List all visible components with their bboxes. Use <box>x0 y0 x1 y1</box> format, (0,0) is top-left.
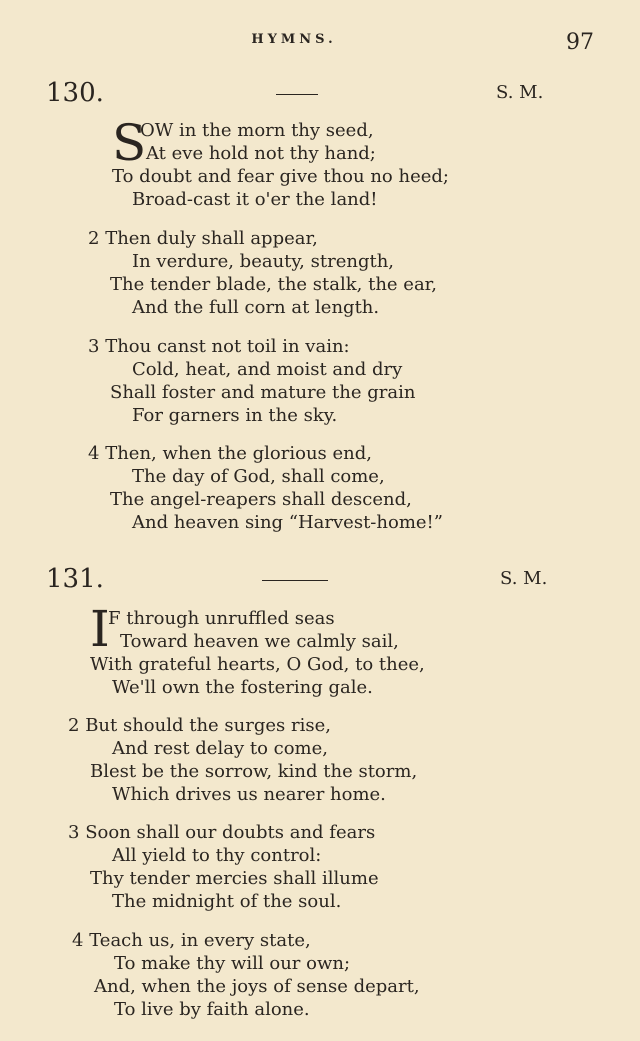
verse-line <box>68 715 331 736</box>
page-number: 97 <box>566 30 594 55</box>
verse-line: To doubt and fear give thou no heed; <box>112 166 449 187</box>
verse-text: But should the surges rise, <box>85 715 331 736</box>
verse-line: Which drives us nearer home. <box>112 784 386 805</box>
verse-line: Shall foster and mature the grain <box>110 382 416 403</box>
verse-line: And the full corn at length. <box>132 297 380 318</box>
verse-line <box>88 336 350 357</box>
verse-line: To live by faith alone. <box>114 999 310 1020</box>
stanza-number: 4 <box>88 443 100 464</box>
verse-line: F through unruffled seas <box>108 608 335 629</box>
meter-label: S. M. <box>496 82 544 103</box>
verse-line: We'll own the fostering gale. <box>112 677 373 698</box>
verse-line: And rest delay to come, <box>112 738 328 759</box>
stanza-number: 2 <box>88 228 100 249</box>
verse-line: Toward heaven we calmly sail, <box>120 631 399 652</box>
drop-cap: I <box>90 600 110 658</box>
verse-line: The midnight of the soul. <box>112 891 342 912</box>
verse-line <box>68 822 375 843</box>
verse-line: OW in the morn thy seed, <box>140 120 374 141</box>
hymn-number: 131. <box>46 564 104 594</box>
verse-line: At eve hold not thy hand; <box>146 143 376 164</box>
meter-label: S. M. <box>500 568 548 589</box>
drop-cap: S <box>112 114 147 172</box>
verse-line: Thy tender mercies shall illume <box>90 868 379 889</box>
verse-line: All yield to thy control: <box>112 845 322 866</box>
verse-line: And, when the joys of sense depart, <box>94 976 420 997</box>
verse-line <box>88 228 318 249</box>
title-rule <box>262 580 328 581</box>
running-head: HYMNS. <box>251 32 337 47</box>
verse-line: Broad-cast it o'er the land! <box>132 189 378 210</box>
verse-line: Blest be the sorrow, kind the storm, <box>90 761 418 782</box>
verse-line: And heaven sing “Harvest-home!” <box>132 512 443 533</box>
hymn-number: 130. <box>46 78 104 108</box>
stanza-number: 4 <box>72 930 84 951</box>
stanza-number: 2 <box>68 715 80 736</box>
verse-line: To make thy will our own; <box>114 953 351 974</box>
stanza-number: 3 <box>88 336 100 357</box>
verse-text: Then, when the glorious end, <box>105 443 372 464</box>
verse-line: Cold, heat, and moist and dry <box>132 359 403 380</box>
verse-line <box>72 930 311 951</box>
verse-line <box>88 443 372 464</box>
verse-line: The angel-reapers shall descend, <box>110 489 412 510</box>
verse-line: For garners in the sky. <box>132 405 338 426</box>
verse-line: With grateful hearts, O God, to thee, <box>90 654 425 675</box>
stanza-number: 3 <box>68 822 80 843</box>
verse-line: The tender blade, the stalk, the ear, <box>110 274 438 295</box>
verse-text: Teach us, in every state, <box>89 930 311 951</box>
title-rule <box>276 94 318 95</box>
verse-line: In verdure, beauty, strength, <box>132 251 395 272</box>
verse-line: The day of God, shall come, <box>132 466 385 487</box>
verse-text: Thou canst not toil in vain: <box>105 336 350 357</box>
verse-text: Then duly shall appear, <box>105 228 318 249</box>
verse-text: Soon shall our doubts and fears <box>85 822 376 843</box>
